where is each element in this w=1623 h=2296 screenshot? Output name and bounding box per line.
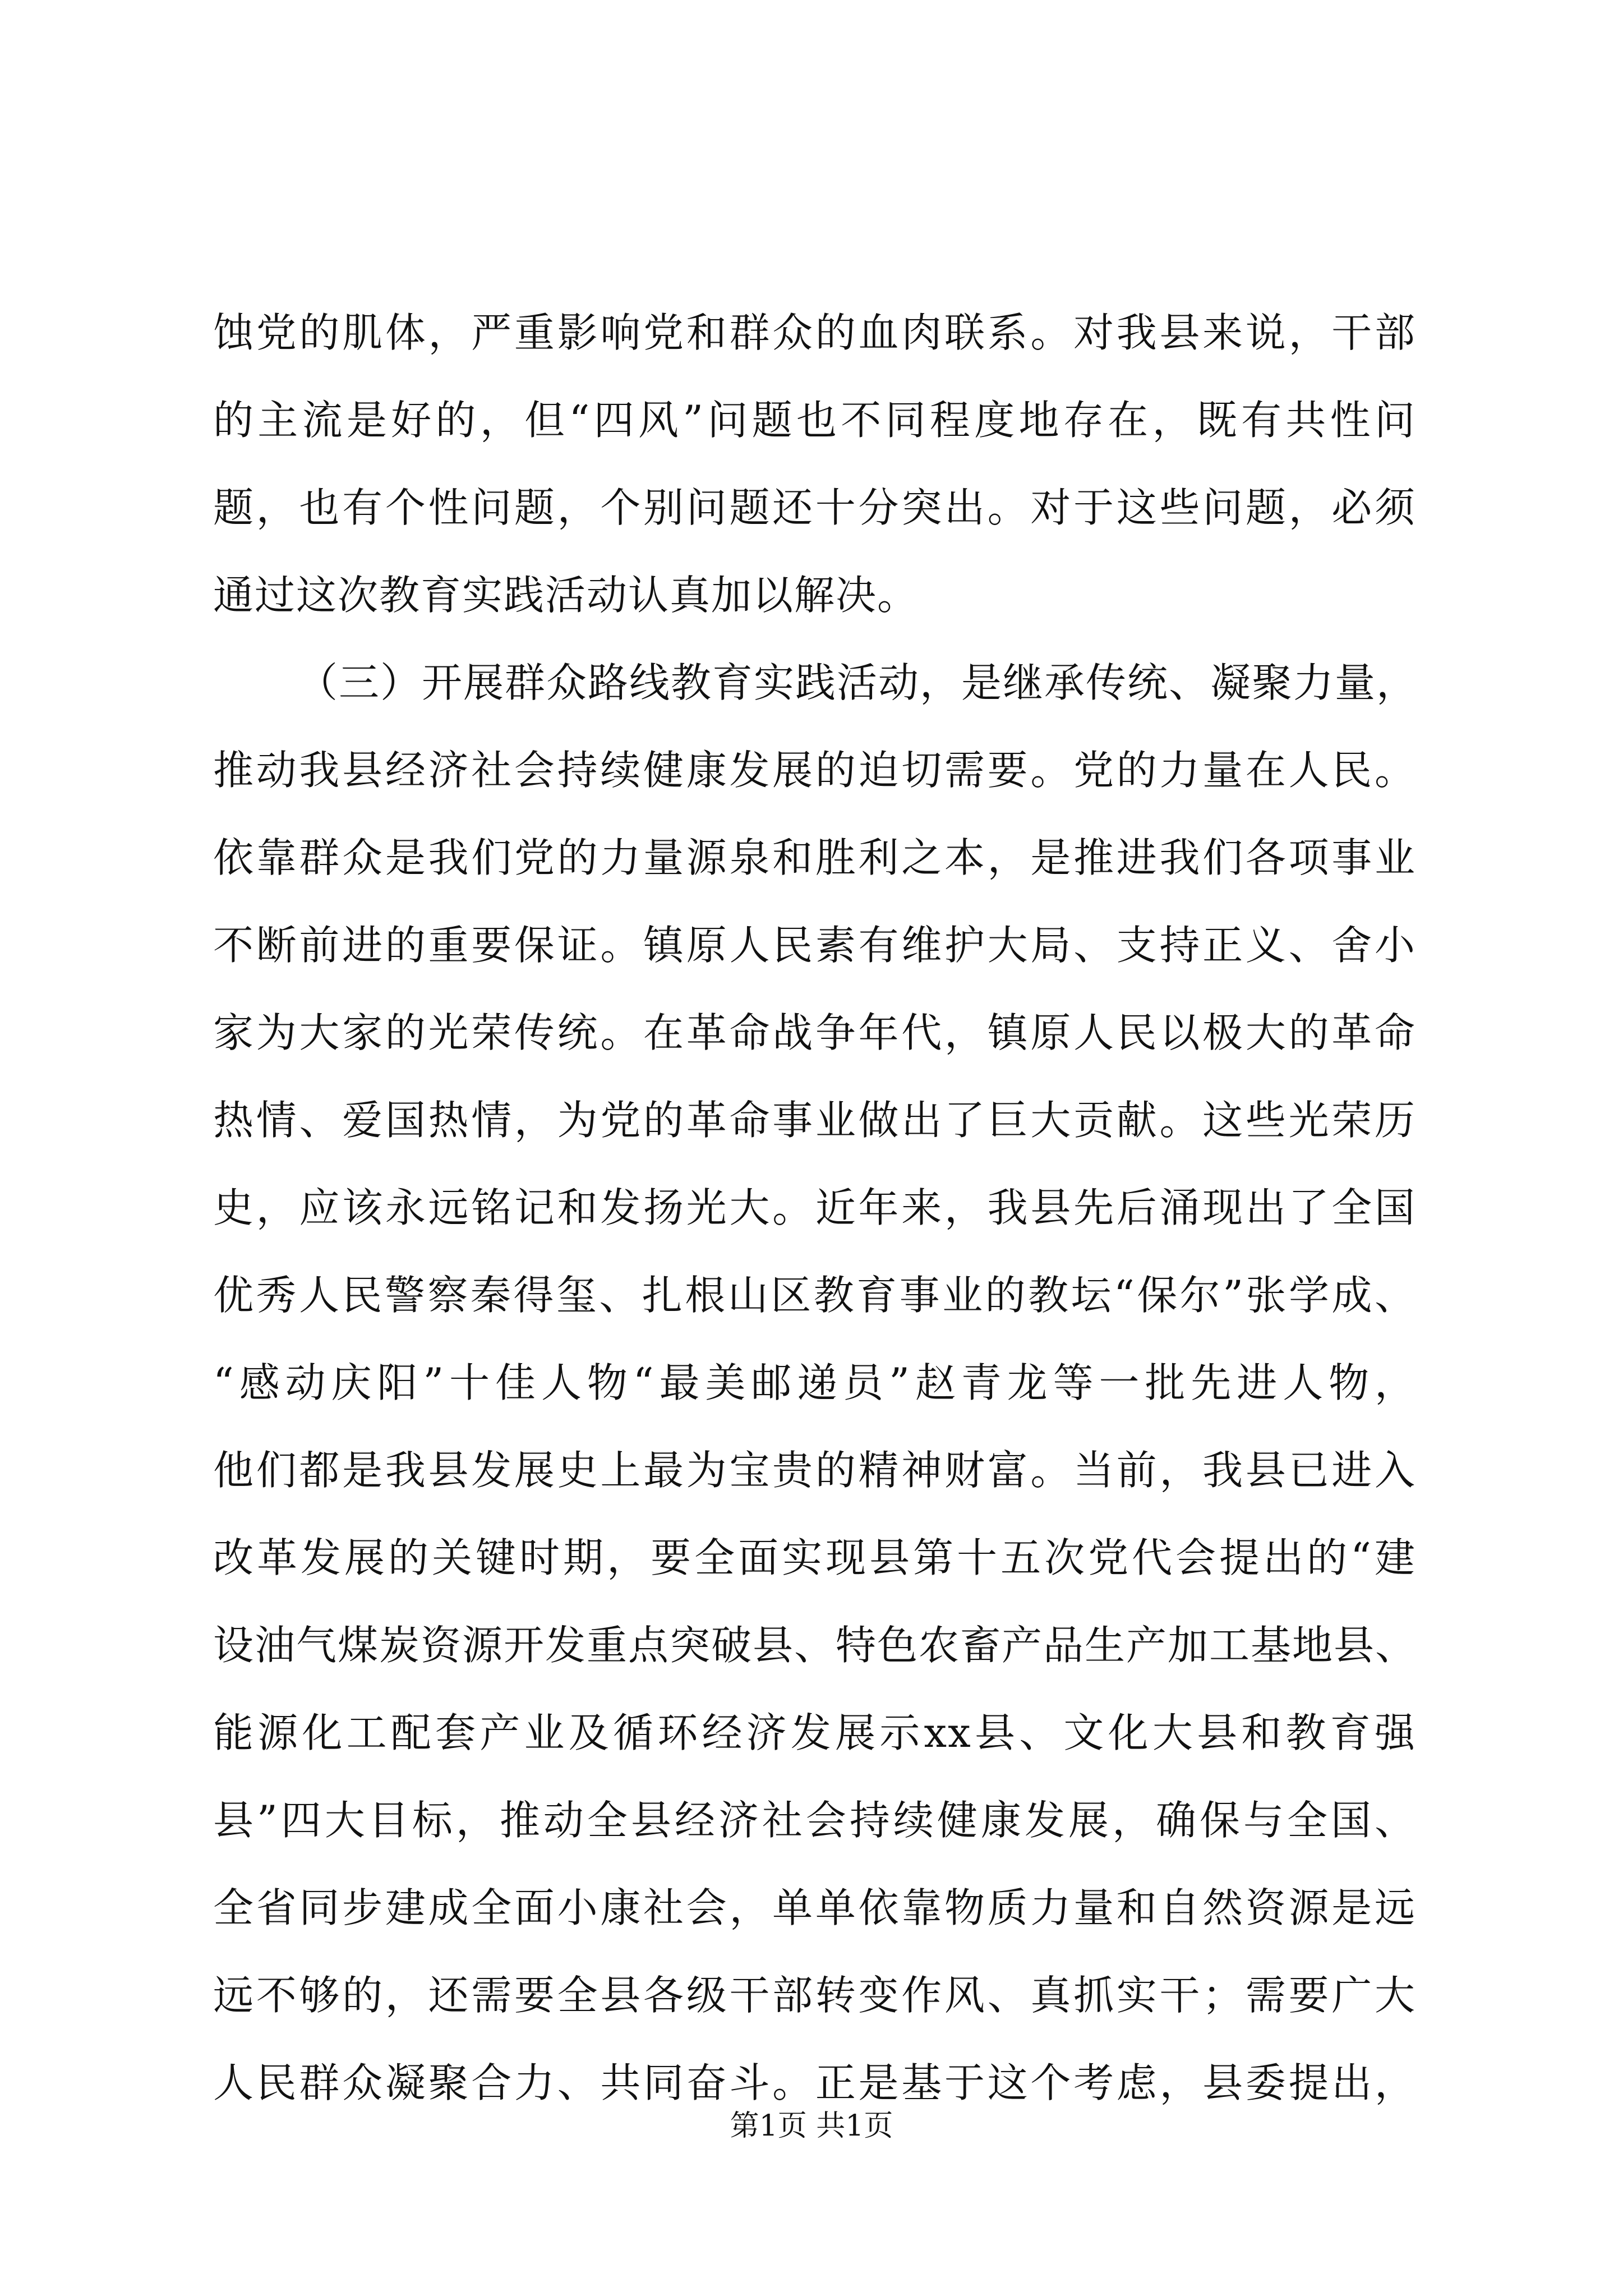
text-line: 依靠群众是我们党的力量源泉和胜利之本，是推进我们各项事业: [213, 834, 1416, 881]
paragraph-start-line: （三）开展群众路线教育实践活动，是继承传统、凝聚力量，: [297, 659, 1418, 706]
text-line: 全省同步建成全面小康社会，单单依靠物质力量和自然资源是远: [213, 1884, 1416, 1931]
text-line: 不断前进的重要保证。镇原人民素有维护大局、支持正义、舍小: [213, 922, 1416, 969]
body-text: [213, 289, 1416, 2127]
text-line: 能源化工配套产业及循环经济发展示xx县、文化大县和教育强: [213, 1709, 1416, 1756]
text-line: 县”四大目标，推动全县经济社会持续健康发展，确保与全国、: [213, 1797, 1416, 1844]
text-line: 题，也有个性问题，个别问题还十分突出。对于这些问题，必须: [213, 484, 1416, 531]
text-line: 的主流是好的，但“四风”问题也不同程度地存在，既有共性问: [213, 397, 1416, 444]
text-line: 蚀党的肌体，严重影响党和群众的血肉联系。对我县来说，干部: [213, 309, 1416, 356]
text-line: 通过这次教育实践活动认真加以解决。: [213, 572, 919, 619]
text-line: 改革发展的关键时期，要全面实现县第十五次党代会提出的“建: [213, 1534, 1416, 1581]
text-line: “感动庆阳”十佳人物“最美邮递员”赵青龙等一批先进人物，: [213, 1359, 1416, 1406]
text-line: 人民群众凝聚合力、共同奋斗。正是基于这个考虑，县委提出，: [213, 2059, 1416, 2106]
text-line: 家为大家的光荣传统。在革命战争年代，镇原人民以极大的革命: [213, 1009, 1416, 1056]
page-number-footer: 第1页 共1页: [730, 2109, 893, 2143]
text-line: 设油气煤炭资源开发重点突破县、特色农畜产品生产加工基地县、: [213, 1622, 1417, 1669]
text-line: 热情、爱国热情，为党的革命事业做出了巨大贡献。这些光荣历: [213, 1097, 1416, 1144]
text-line: 优秀人民警察秦得玺、扎根山区教育事业的教坛“保尔”张学成、: [213, 1272, 1416, 1319]
text-line: 推动我县经济社会持续健康发展的迫切需要。党的力量在人民。: [213, 747, 1416, 794]
text-line: 史，应该永远铭记和发扬光大。近年来，我县先后涌现出了全国: [213, 1184, 1416, 1231]
text-line: 他们都是我县发展史上最为宝贵的精神财富。当前，我县已进入: [213, 1447, 1416, 1494]
text-line: 远不够的，还需要全县各级干部转变作风、真抓实干；需要广大: [213, 1972, 1416, 2019]
